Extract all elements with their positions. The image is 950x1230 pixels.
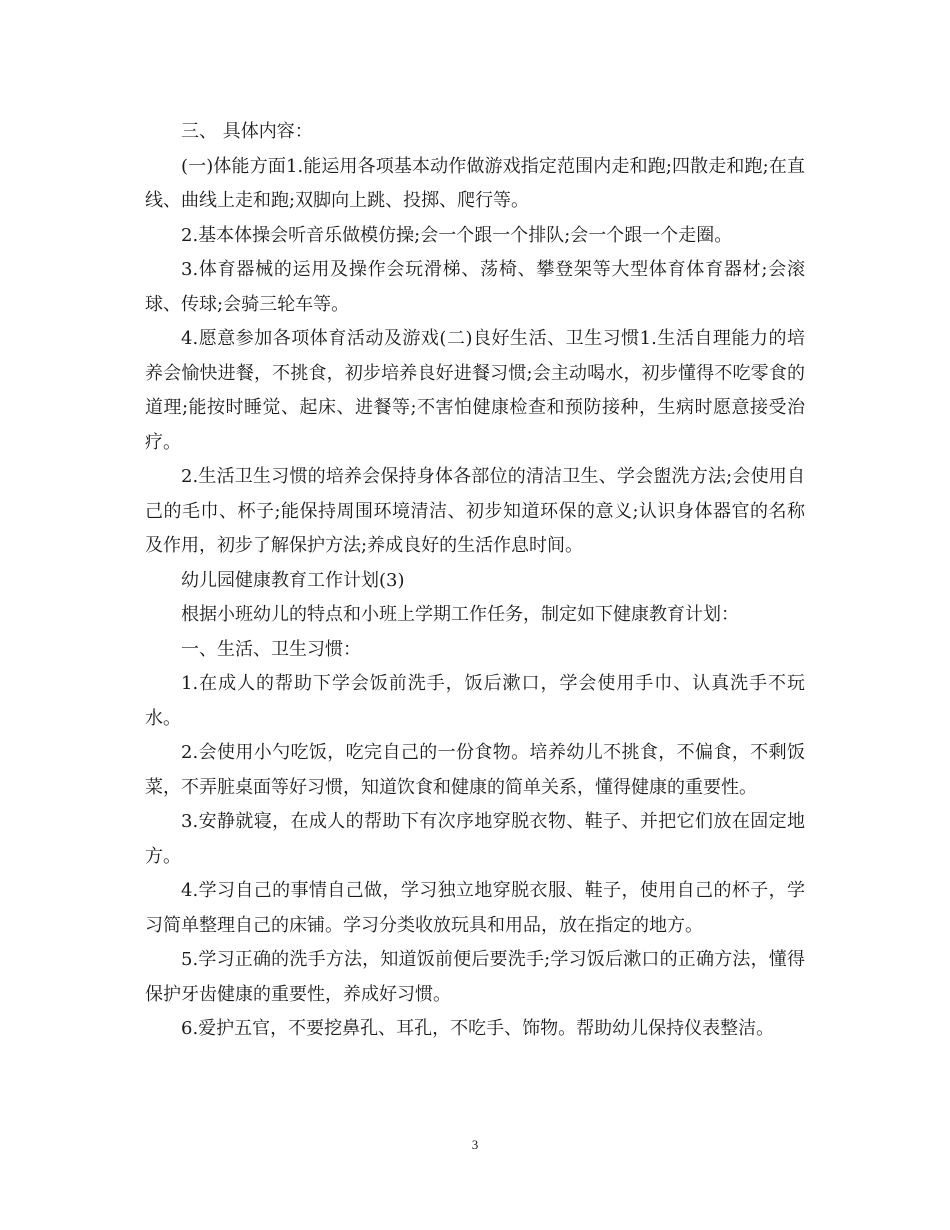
paragraph-physical-ability: (一)体能方面1.能运用各项基本动作做游戏指定范围内走和跑;四散走和跑;在直线、曲线上走和跑;双脚向上跳、投掷、爬行等。: [145, 155, 805, 211]
paragraph-item-2: 2.会使用小勺吃饭，吃完自己的一份食物。培养幼儿不挑食，不偏食，不剩饭菜，不弄脏桌面等好习惯，知道饮食和健康的简单关系，懂得健康的重要性。: [145, 742, 805, 798]
page-number: 3: [471, 1137, 479, 1152]
paragraph-item-5: 5.学习正确的洗手方法，知道饭前便后要洗手;学习饭后漱口的正确方法，懂得保护牙齿健康的重要性，养成好习惯。: [145, 949, 805, 1005]
paragraph-hygiene-habits: 2.生活卫生习惯的培养会保持身体各部位的清洁卫生、学会盥洗方法;会使用自己的毛巾、杯子;能保持周围环境清洁、初步知道环保的意义;认识身体器官的名称及作用，初步了解保护方法;养成良好的生活作息时间。: [145, 466, 805, 556]
paragraph-basic-exercise: 2.基本体操会听音乐做模仿操;会一个跟一个排队;会一个跟一个走圈。: [181, 224, 733, 246]
paragraph-item-6: 6.爱护五官，不要挖鼻孔、耳孔，不吃手、饰物。帮助幼儿保持仪表整洁。: [181, 1018, 775, 1039]
paragraph-sports-equipment: 3.体育器械的运用及操作会玩滑梯、荡椅、攀登架等大型体育体育器材;会滚球、传球;会骑三轮车等。: [145, 259, 805, 315]
paragraph-plan-intro: 根据小班幼儿的特点和小班上学期工作任务，制定如下健康教育计划：: [181, 604, 739, 625]
paragraph-item-1: 1.在成人的帮助下学会饭前洗手，饭后漱口，学会使用手巾、认真洗手不玩水。: [145, 673, 805, 729]
document-body: [145, 115, 805, 1047]
paragraph-section-heading: 三、 具体内容：: [181, 121, 313, 142]
paragraph-item-4: 4.学习自己的事情自己做，学习独立地穿脱衣服、鞋子，使用自己的杯子，学习简单整理自己的床铺。学习分类收放玩具和用品，放在指定的地方。: [145, 880, 805, 936]
paragraph-self-care: 4.愿意参加各项体育活动及游戏(二)良好生活、卫生习惯1.生活自理能力的培养会愉快进餐，不挑食，初步培养良好进餐习惯;会主动喝水，初步懂得不吃零食的道理;能按时睡觉、起床、进餐等;不害怕健康检查和预防接种，生病时愿意接受治疗。: [145, 328, 805, 453]
paragraph-plan-title: 幼儿园健康教育工作计划(3): [181, 569, 405, 591]
paragraph-subsection-heading: 一、生活、卫生习惯：: [181, 638, 361, 660]
paragraph-item-3: 3.安静就寝，在成人的帮助下有次序地穿脱衣物、鞋子、并把它们放在固定地方。: [145, 811, 805, 867]
